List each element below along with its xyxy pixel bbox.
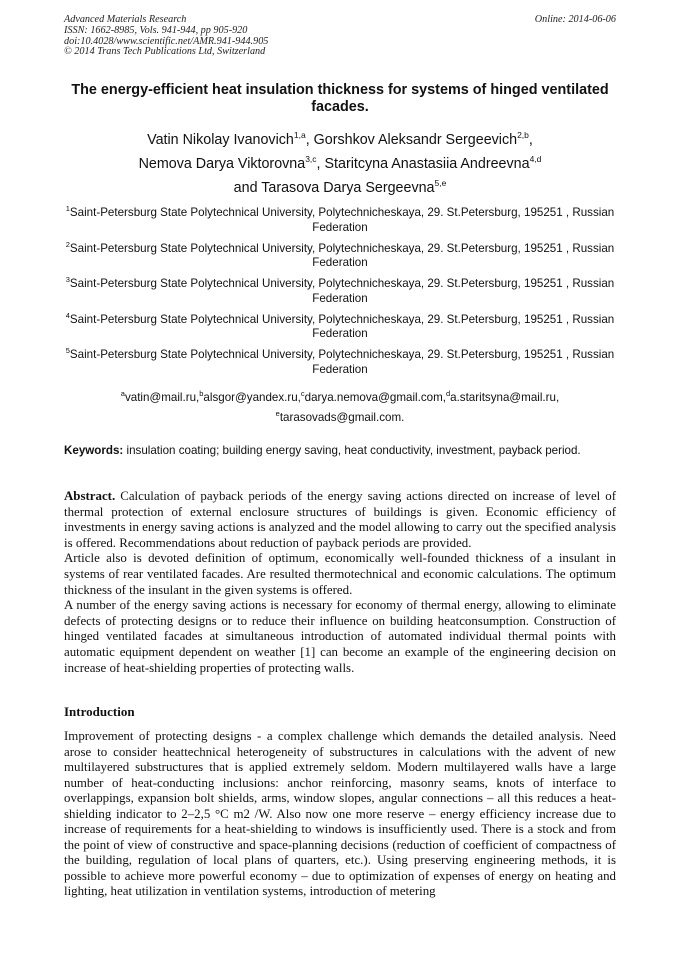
affiliation-sup: 1 [65,204,70,214]
abstract-text: Calculation of payback periods of the energy saving actions directed on increase of level of thermal protection of external enclosure structures of buildings is given. Economic efficiency of investments in energy saving actions is analyzed and the model allowing to carry out the specified analysis is offered. Recommendations about reduction of payback periods are provided. [64,489,616,550]
author-sup: 2,b [517,130,529,141]
introduction-paragraph: Improvement of protecting designs - a complex challenge which demands the detailed analysis. Need arose to consider heattechnical heterogeneity of substructures in calculations with the advent of new multilayered substructures that is applied extremely seldom. Modern multilayered walls have a large number of heat-conducting inclusions: anchor reinforcing, masonry seams, knots of interface to overlappings, expansion bolt shields, arms, window slopes, angular connections – all this reduces a heat-shielding indicator to 2–2,5 °C m2 /W. Also now one more reserve – energy efficiency increase due to increase of requirements for a heat-shielding to windows is insufficiently used. There is a stock and from the point of view of constructive and space-planning decisions (reduction of coefficient of compactness of the building, regulation of local plans of quarters, etc.). Using preserving engineering methods, it is possible to achieve more powerful economy – due to optimization of expenses of energy on heating and lighting, heat utilization in ventilation systems, introduction of metering [64,729,616,898]
email-sup: a [120,389,125,399]
abstract-label: Abstract. [64,489,116,503]
section-heading-introduction: Introduction [64,704,135,719]
paper-title: The energy-efficient heat insulation thickness for systems of hinged ventilated facades. [71,82,609,115]
abstract-paragraph-1 [64,489,616,551]
email-address[interactable]: tarasovads@gmail.com. [279,411,405,424]
affiliation-sup: 4 [65,310,70,320]
affiliation-item [64,239,616,271]
email-sup: c [300,389,305,399]
email-sup: d [445,389,451,399]
journal-copyright: © 2014 Trans Tech Publications Ltd, Switzerland [64,46,266,58]
abstract-block [64,489,616,676]
authors-conjunction: and [233,180,258,196]
author-name: Staritcyna Anastasiia Andreevna [324,156,530,172]
email-address[interactable]: vatin@mail.ru, [124,391,200,404]
affiliation-text: Saint-Petersburg State Polytechnical University, Polytechnicheskaya, 29. St.Petersburg, 195251 , Russian Federation [69,348,615,376]
author-name: Tarasova Darya Sergeevna [261,180,435,196]
journal-doi: doi:10.4028/www.scientific.net/AMR.941-944.905 [64,35,269,47]
email-address[interactable]: a.staritsyna@mail.ru, [450,391,560,404]
affiliation-item [64,310,616,342]
email-line-2 [64,408,616,428]
email-sup: b [199,389,204,399]
email-address[interactable]: darya.nemova@gmail.com, [304,391,446,404]
author-line-2: Nemova Darya Viktorovna$^{3,c}$, Staritcyna Anastasiia Andreevna$^{4,d}$ [138,154,542,172]
author-sup: 1,a [293,130,306,141]
email-address[interactable]: alsgor@yandex.ru, [203,391,301,404]
affiliation-text: Saint-Petersburg State Polytechnical University, Polytechnicheskaya, 29. St.Petersburg, 195251 , Russian Federation [69,241,615,270]
affiliation-text: Saint-Petersburg State Polytechnical University, Polytechnicheskaya, 29. St.Petersburg, 195251 , Russian Federation [69,312,615,341]
author-sup: 3,c [305,154,317,165]
affiliation-list [64,206,616,384]
introduction-text [64,729,616,900]
abstract-paragraph-2: Article also is devoted definition of optimum, economically well-founded thickness of a insulant in systems of rear ventilated facades. Are resulted thermotechnical and economic calculations. The optimum thickness of the insulant in the given systems is offered. [64,551,616,597]
author-line-1: Vatin Nikolay Ivanovich$^{1,a}$, Gorshkov Aleksandr Sergeevich$^{2,b}$, [147,130,533,148]
journal-name: Advanced Materials Research [64,14,187,25]
keywords-block [64,443,616,458]
affiliation-sup: 3 [65,275,70,285]
keywords-label: Keywords: [64,444,124,457]
author-name: Gorshkov Aleksandr Sergeevich [313,132,518,148]
affiliation-text: Saint-Petersburg State Polytechnical University, Polytechnicheskaya, 29. St.Petersburg, 195251 , Russian Federation [69,277,615,305]
keywords-text: insulation coating; building energy saving, heat conductivity, investment, payback period. [126,444,581,457]
affiliation-text: Saint-Petersburg State Polytechnical University, Polytechnicheskaya, 29. St.Petersburg, 195251 , Russian Federation [69,206,615,234]
abstract-paragraph-3: A number of the energy saving actions is necessary for economy of thermal energy, allowing to eliminate defects of protecting designs or to reduce their influence on building heatconsumption. Construction of hinged ventilated facades at simultaneous introduction of automated individual thermal points with automatic equipment dependent on weather [1] can become an example of the engineering decision on increase of heat-shielding properties of protecting walls. [64,598,616,675]
author-sup: 5,e [434,178,447,189]
author-line-3 [64,176,616,200]
affiliation-item [64,348,616,377]
journal-header [64,15,616,58]
affiliation-item [64,277,616,306]
affiliation-sup: 2 [65,239,70,249]
email-list [64,388,616,428]
author-list [64,128,616,200]
author-sup: 4,d [529,154,542,165]
affiliation-sup: 5 [65,346,70,356]
author-name: Vatin Nikolay Ivanovich [147,132,294,148]
email-sup: e [275,409,280,419]
journal-issn: ISSN: 1662-8985, Vols. 941-944, pp 905-920 [64,24,248,36]
email-line-1 [64,388,616,408]
author-name: Nemova Darya Viktorovna [138,156,306,172]
affiliation-item [64,206,616,235]
online-date: Online: 2014-06-06 [534,14,616,25]
